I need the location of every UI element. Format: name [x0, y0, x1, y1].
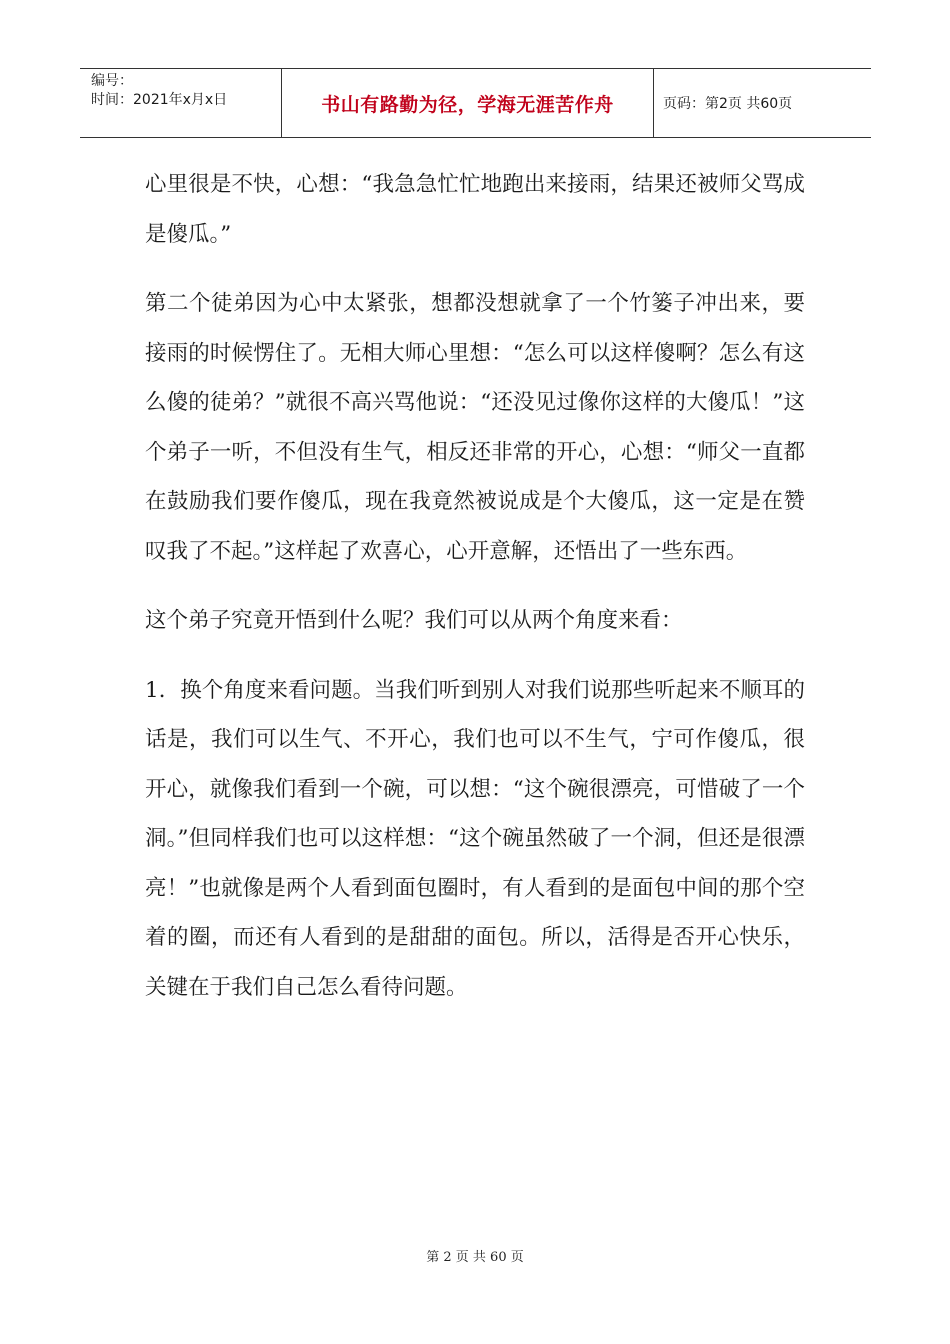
document-body — [145, 160, 805, 1032]
motto-text: 书山有路勤为径，学海无涯苦作舟 — [321, 93, 614, 116]
paragraph: 心里很是不快，心想：“我急急忙忙地跑出来接雨，结果还被师父骂成是傻瓜。” — [145, 172, 805, 247]
document-header — [80, 68, 871, 138]
paragraph: 这个弟子究竟开悟到什么呢？我们可以从两个角度来看： — [145, 608, 683, 633]
paragraph: 1．换个角度来看问题。当我们听到别人对我们说那些听起来不顺耳的话是，我们可以生气、不开心，我们也可以不生气，宁可作傻瓜，很开心，就像我们看到一个碗，可以想：“这个碗很漂亮，可惜破了一个洞。”但同样我们也可以这样想：“这个碗虽然破了一个洞，但还是很漂亮！”也就像是两个人看到面包圈时，有人看到的是面包中间的那个空着的圈，而还有人看到的是甜甜的面包。所以，活得是否开心快乐，关键在于我们自己怎么看待问题。 — [145, 677, 805, 1000]
time-label: 时间：2021年x月x日 — [91, 92, 228, 108]
header-meta — [80, 69, 281, 137]
page-info: 页码：第2页 共60页 — [663, 96, 793, 112]
header-motto-cell — [281, 69, 654, 137]
header-page-info-cell — [654, 69, 871, 137]
footer-page-number: 第 2 页 共 60 页 — [426, 1250, 524, 1265]
paragraph: 第二个徒弟因为心中太紧张，想都没想就拿了一个竹篓子冲出来，要接雨的时候愣住了。无相大师心里想：“怎么可以这样傻啊？怎么有这么傻的徒弟？”就很不高兴骂他说：“还没见过像你这样的大傻瓜！”这个弟子一听，不但没有生气，相反还非常的开心，心想：“师父一直都在鼓励我们要作傻瓜，现在我竟然被说成是个大傻瓜，这一定是在赞叹我了不起。”这样起了欢喜心，心开意解，还悟出了一些东西。 — [145, 291, 805, 564]
number-label: 编号： — [91, 73, 133, 89]
page-footer — [0, 1246, 950, 1265]
